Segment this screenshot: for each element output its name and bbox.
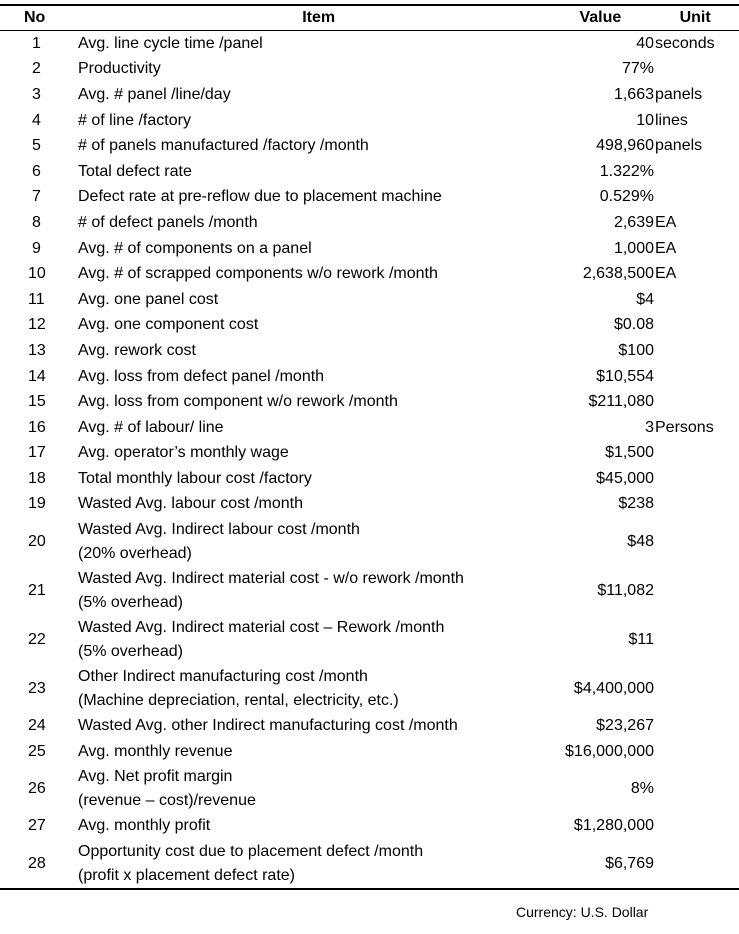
header-unit: Unit (679, 9, 711, 26)
row-item (78, 840, 548, 888)
row-number: 12 (28, 316, 46, 334)
row-item (78, 714, 548, 738)
row-value: 2,638,500 (582, 265, 654, 283)
item-text-line: Wasted Avg. labour cost /month (78, 495, 304, 513)
row-number: 8 (32, 213, 41, 231)
table-row (0, 566, 739, 615)
table-row (0, 287, 739, 313)
table-row (0, 82, 739, 108)
row-unit: panels (655, 137, 703, 155)
row-value: 1,000 (613, 239, 654, 257)
header-no: No (24, 9, 46, 26)
row-unit: panels (655, 85, 703, 103)
item-text-line: Total monthly labour cost /factory (78, 469, 312, 487)
row-value: $11 (628, 630, 654, 648)
item-text-line: Avg. loss from component w/o rework /month (78, 393, 398, 411)
table-row (0, 236, 739, 262)
item-text-line: Wasted Avg. Indirect labour cost /month (78, 520, 360, 538)
row-number: 7 (32, 188, 41, 206)
item-text-line: Avg. # of components on a panel (78, 239, 312, 257)
table-header (0, 6, 739, 31)
row-number: 15 (28, 393, 46, 411)
row-item (78, 211, 548, 235)
row-number: 2 (32, 60, 41, 78)
row-value: $0.08 (613, 316, 654, 334)
row-number: 10 (28, 265, 46, 283)
row-number: 19 (28, 495, 46, 513)
item-text-line: Productivity (78, 60, 161, 78)
row-item (78, 567, 548, 615)
item-text-line: Avg. # panel /line/day (78, 85, 231, 103)
row-item (78, 740, 548, 764)
table-row (0, 210, 739, 236)
row-number: 16 (28, 418, 46, 436)
row-value: $238 (618, 495, 654, 513)
item-text-line: Avg. operator’s monthly wage (78, 444, 289, 462)
row-value: $4 (636, 290, 654, 308)
row-unit: EA (655, 265, 677, 283)
row-item (78, 518, 548, 566)
row-value: 40 (636, 34, 654, 52)
item-text-line: Avg. Net profit margin (78, 767, 233, 785)
row-number: 13 (28, 341, 46, 359)
table-row (0, 739, 739, 765)
item-text-line: Opportunity cost due to placement defect /month (78, 842, 424, 860)
item-text-line: Avg. line cycle time /panel (78, 34, 263, 52)
row-value: 0.529% (599, 188, 654, 206)
item-text-line: Total defect rate (78, 162, 192, 180)
row-number: 18 (28, 469, 46, 487)
row-item (78, 765, 548, 813)
row-item (78, 237, 548, 261)
table-row (0, 517, 739, 566)
table-row (0, 364, 739, 390)
item-text-line: (Machine depreciation, rental, electricity, etc.) (78, 691, 399, 709)
table-row (0, 664, 739, 713)
row-value: $100 (618, 341, 654, 359)
row-item (78, 492, 548, 516)
row-item (78, 814, 548, 838)
table-row (0, 313, 739, 339)
table-row (0, 133, 739, 159)
row-value: $4,400,000 (573, 679, 654, 697)
row-number: 22 (28, 630, 46, 648)
row-item (78, 160, 548, 184)
row-item (78, 339, 548, 363)
item-text-line: # of panels manufactured /factory /month (78, 137, 369, 155)
row-number: 23 (28, 679, 46, 697)
row-value: $45,000 (596, 469, 654, 487)
item-text-line: # of line /factory (78, 111, 191, 129)
row-number: 9 (32, 239, 41, 257)
row-value: $6,769 (605, 854, 654, 872)
item-text-line: Avg. # of labour/ line (78, 418, 224, 436)
row-number: 25 (28, 742, 46, 760)
table-row (0, 185, 739, 211)
row-item (78, 416, 548, 440)
row-number: 28 (28, 854, 46, 872)
row-value: $1,500 (605, 444, 654, 462)
item-text-line: Wasted Avg. Indirect material cost – Rework /month (78, 618, 445, 636)
cost-analysis-table (0, 4, 739, 890)
row-item (78, 365, 548, 389)
row-number: 26 (28, 779, 46, 797)
table-row (0, 108, 739, 134)
row-item (78, 313, 548, 337)
item-text-line: Wasted Avg. other Indirect manufacturing cost /month (78, 717, 458, 735)
item-text-line: (5% overhead) (78, 642, 183, 660)
row-item (78, 665, 548, 713)
row-item (78, 57, 548, 81)
item-text-line: Avg. monthly profit (78, 817, 211, 835)
row-item (78, 467, 548, 491)
row-value: 498,960 (596, 137, 654, 155)
header-item: Item (302, 9, 336, 26)
item-text-line: Avg. one panel cost (78, 290, 219, 308)
row-value: 3 (645, 418, 654, 436)
table-row (0, 261, 739, 287)
table-row (0, 492, 739, 518)
row-number: 5 (32, 137, 41, 155)
row-unit: lines (655, 111, 688, 129)
row-unit: seconds (655, 34, 715, 52)
row-value: $48 (627, 532, 654, 550)
row-item (78, 32, 548, 56)
row-item (78, 109, 548, 133)
item-text-line: (profit x placement defect rate) (78, 866, 295, 884)
header-value: Value (579, 9, 622, 26)
row-item (78, 390, 548, 414)
row-item (78, 616, 548, 664)
table-row (0, 415, 739, 441)
table-row (0, 441, 739, 467)
item-text-line: (revenue – cost)/revenue (78, 791, 256, 809)
item-text-line: Avg. monthly revenue (78, 742, 233, 760)
row-item (78, 83, 548, 107)
row-number: 1 (32, 34, 41, 52)
item-text-line: Avg. rework cost (78, 341, 196, 359)
row-number: 20 (28, 532, 46, 550)
table-row (0, 713, 739, 739)
table-row (0, 615, 739, 664)
table-body (0, 31, 739, 888)
table-row (0, 389, 739, 415)
row-number: 4 (32, 111, 41, 129)
row-value: 10 (636, 111, 654, 129)
currency-footnote: Currency: U.S. Dollar (516, 904, 649, 920)
table-row (0, 31, 739, 57)
row-unit: EA (655, 213, 677, 231)
row-value: $211,080 (588, 393, 654, 411)
row-item (78, 185, 548, 209)
row-value: 1,663 (613, 85, 654, 103)
row-value: $10,554 (596, 367, 654, 385)
item-text-line: Defect rate at pre-reflow due to placement machine (78, 188, 442, 206)
table-row (0, 813, 739, 839)
row-number: 14 (28, 367, 46, 385)
item-text-line: # of defect panels /month (78, 213, 258, 231)
row-value: $23,267 (596, 717, 654, 735)
item-text-line: (5% overhead) (78, 593, 183, 611)
row-number: 24 (28, 717, 46, 735)
row-unit: EA (655, 239, 677, 257)
row-value: 2,639 (613, 213, 654, 231)
row-item (78, 441, 548, 465)
item-text-line: (20% overhead) (78, 544, 192, 562)
table-row (0, 466, 739, 492)
item-text-line: Other Indirect manufacturing cost /month (78, 667, 368, 685)
row-number: 17 (28, 444, 46, 462)
table-row (0, 338, 739, 364)
table-row (0, 839, 739, 888)
table-row (0, 764, 739, 813)
row-value: 77% (621, 60, 654, 78)
item-text-line: Avg. loss from defect panel /month (78, 367, 325, 385)
row-number: 6 (32, 162, 41, 180)
item-text-line: Avg. # of scrapped components w/o rework /month (78, 265, 438, 283)
item-text-line: Wasted Avg. Indirect material cost - w/o rework /month (78, 569, 464, 587)
row-number: 3 (32, 85, 41, 103)
row-item (78, 288, 548, 312)
row-value: 1.322% (599, 162, 654, 180)
row-number: 11 (28, 290, 45, 308)
row-number: 27 (28, 817, 46, 835)
row-value: 8% (630, 779, 654, 797)
row-value: $16,000,000 (565, 742, 654, 760)
row-item (78, 262, 548, 286)
row-number: 21 (28, 581, 46, 599)
item-text-line: Avg. one component cost (78, 316, 259, 334)
row-value: $11,082 (597, 581, 654, 599)
table-row (0, 57, 739, 83)
table-row (0, 159, 739, 185)
row-unit: Persons (655, 418, 714, 436)
row-item (78, 134, 548, 158)
row-value: $1,280,000 (573, 817, 654, 835)
